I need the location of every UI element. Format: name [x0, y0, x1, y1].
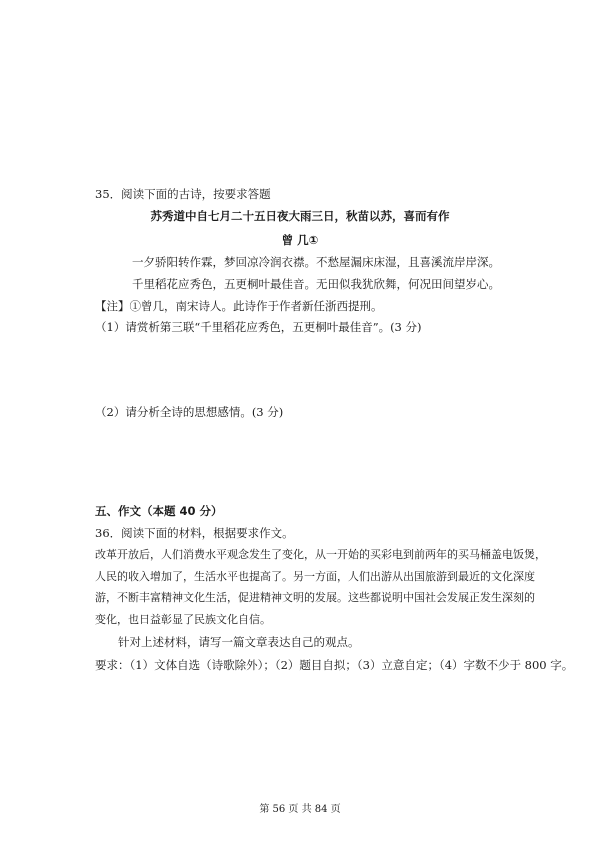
writing-requirements: 要求：（1）文体自选（诗歌除外）；（2）题目自拟；（3）立意自定；（4）字数不少于 800 字。: [95, 658, 574, 672]
poem-author: 曾 几①: [281, 233, 319, 247]
q36-prompt: 36．阅读下面的材料，根据要求作文。: [95, 526, 294, 540]
page-number: 第 56 页 共 84 页: [259, 804, 341, 815]
q35-subquestion-1: （1）请赏析第三联“千里稻花应秀色，五更桐叶最佳音”。(3 分): [95, 320, 422, 334]
q35-prompt: 35．阅读下面的古诗，按要求答题: [95, 187, 271, 201]
material-line-4: 变化，也日益彰显了民族文化自信。: [95, 613, 271, 626]
poem-note: 【注】①曾几，南宋诗人。此诗作于作者新任浙西提刑。: [95, 299, 383, 313]
poem-title: 苏秀道中自七月二十五日夜大雨三日，秋苗以苏，喜而有作: [150, 209, 450, 223]
poem-line-2: 千里稻花应秀色，五更桐叶最佳音。无田似我犹欣舞，何况田间望岁心。: [132, 277, 500, 291]
q35-subquestion-2: （2）请分析全诗的思想感情。(3 分): [95, 405, 284, 419]
material-line-1: 改革开放后，人们消费水平观念发生了变化，从一开始的买彩电到前两年的买马桶盖电饭煲，: [95, 548, 546, 561]
material-line-2: 人民的收入增加了，生活水平也提高了。另一方面，人们出游从出国旅游到最近的文化深度: [95, 570, 535, 583]
poem-line-1: 一夕骄阳转作霖，梦回凉冷润衣襟。不愁屋漏床床湿，且喜溪流岸岸深。: [132, 255, 500, 269]
material-line-3: 游，不断丰富精神文化生活，促进精神文明的发展。这些都说明中国社会发展正发生深刻的: [95, 591, 535, 604]
section-heading: 五、作文（本题 40 分）: [95, 504, 223, 518]
writing-instruction: 针对上述材料，请写一篇文章表达自己的观点。: [118, 635, 360, 649]
